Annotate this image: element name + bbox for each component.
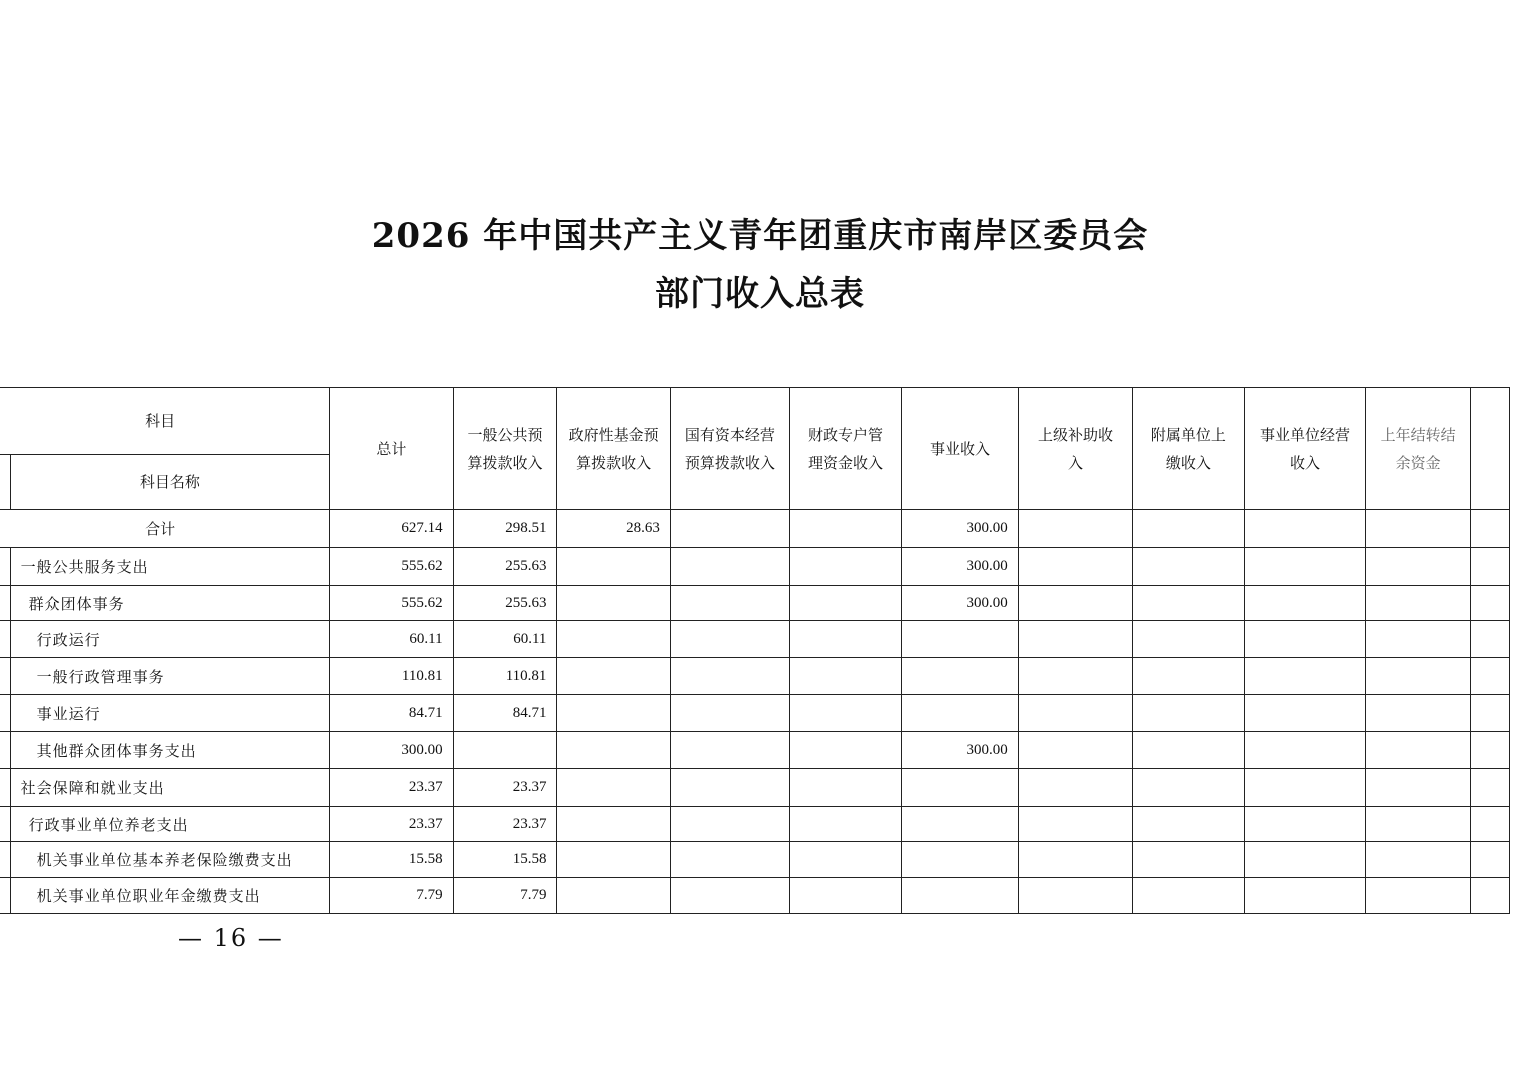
table-cell: 23.37 (330, 769, 453, 807)
table-cell (789, 548, 901, 586)
table-cell: 28.63 (557, 510, 670, 548)
table-cell: 60.11 (453, 621, 557, 658)
table-cell (557, 695, 670, 732)
table-cell (670, 695, 789, 732)
table-cell-cutoff (1470, 695, 1509, 732)
header-col-gov-fund: 政府性基金预算拨款收入 (557, 388, 670, 510)
table-cell (1366, 658, 1470, 695)
table-row (0, 548, 1510, 586)
subject-name-cell: 群众团体事务 (10, 586, 330, 621)
table-cell (1366, 769, 1470, 807)
subject-name-cell: 机关事业单位基本养老保险缴费支出 (10, 842, 330, 878)
header-subject-name: 科目名称 (10, 455, 330, 510)
table-row (0, 732, 1510, 769)
table-cell (557, 658, 670, 695)
table-cell (789, 658, 901, 695)
table-cell (1244, 658, 1366, 695)
table-cell-cutoff (1470, 510, 1509, 548)
table-cell (557, 878, 670, 914)
table-cell-cutoff (1470, 548, 1509, 586)
table-cell (1018, 658, 1132, 695)
subject-name-cell: 行政事业单位养老支出 (10, 807, 330, 842)
table-cell (1133, 586, 1244, 621)
table-cell: 110.81 (453, 658, 557, 695)
subject-code-cell (0, 732, 10, 769)
subject-name-cell: 社会保障和就业支出 (10, 769, 330, 807)
income-summary-table (0, 387, 1510, 914)
table-cell (789, 510, 901, 548)
header-col-business-income: 事业收入 (902, 388, 1019, 510)
table-cell (1244, 695, 1366, 732)
table-cell: 60.11 (330, 621, 453, 658)
table-cell (557, 621, 670, 658)
table-cell (1018, 510, 1132, 548)
table-cell (670, 769, 789, 807)
table-cell (453, 732, 557, 769)
table-cell: 110.81 (330, 658, 453, 695)
table-cell (670, 732, 789, 769)
table-cell: 23.37 (453, 769, 557, 807)
table-cell (1244, 878, 1366, 914)
subject-code-cell (0, 807, 10, 842)
table-cell: 23.37 (453, 807, 557, 842)
header-col-operating: 事业单位经营收入 (1244, 388, 1366, 510)
table-cell (789, 695, 901, 732)
total-label: 合计 (0, 510, 330, 548)
table-cell: 300.00 (902, 732, 1019, 769)
table-cell (1018, 842, 1132, 878)
subject-code-cell (0, 658, 10, 695)
page-title-line2: 部门收入总表 (655, 274, 865, 314)
table-cell (670, 548, 789, 586)
table-cell (557, 548, 670, 586)
page-title-line1: 2026 年中国共产主义青年团重庆市南岸区委员会 (371, 216, 1149, 256)
table-cell (1133, 878, 1244, 914)
table-cell (557, 732, 670, 769)
table-cell: 255.63 (453, 548, 557, 586)
table-cell (902, 695, 1019, 732)
table-cell (902, 842, 1019, 878)
table-cell (902, 807, 1019, 842)
total-row (0, 510, 1510, 548)
subject-code-cell (0, 695, 10, 732)
table-cell: 300.00 (902, 548, 1019, 586)
table-cell (1366, 842, 1470, 878)
table-cell (1133, 769, 1244, 807)
table-cell (789, 769, 901, 807)
table-cell: 300.00 (330, 732, 453, 769)
table-cell (789, 807, 901, 842)
table-cell-cutoff (1470, 878, 1509, 914)
table-cell (1018, 621, 1132, 658)
table-cell (789, 586, 901, 621)
header-subject-code (0, 455, 10, 510)
table-cell (670, 878, 789, 914)
table-cell (1244, 807, 1366, 842)
table-cell (1133, 658, 1244, 695)
subject-code-cell (0, 548, 10, 586)
table-cell (670, 842, 789, 878)
table-cell: 23.37 (330, 807, 453, 842)
table-cell: 84.71 (330, 695, 453, 732)
header-col-state-capital: 国有资本经营预算拨款收入 (670, 388, 789, 510)
subject-code-cell (0, 586, 10, 621)
table-cell: 84.71 (453, 695, 557, 732)
subject-code-cell (0, 878, 10, 914)
table-cell: 7.79 (330, 878, 453, 914)
table-cell (1366, 621, 1470, 658)
table-cell (902, 878, 1019, 914)
table-cell (557, 842, 670, 878)
table-cell (1366, 878, 1470, 914)
table-cell (1133, 695, 1244, 732)
table-row (0, 695, 1510, 732)
table-cell (670, 586, 789, 621)
table-cell: 555.62 (330, 548, 453, 586)
table-cell (1366, 586, 1470, 621)
table-cell-cutoff (1470, 842, 1509, 878)
table-cell (902, 621, 1019, 658)
table-cell (1244, 769, 1366, 807)
table-cell (902, 658, 1019, 695)
table-cell (1244, 586, 1366, 621)
subject-name-cell: 事业运行 (10, 695, 330, 732)
table-cell (670, 621, 789, 658)
header-col-cutoff (1470, 388, 1509, 510)
subject-code-cell (0, 842, 10, 878)
table-cell (670, 807, 789, 842)
table-cell (1133, 510, 1244, 548)
table-cell (789, 732, 901, 769)
table-cell (1366, 548, 1470, 586)
table-cell: 627.14 (330, 510, 453, 548)
table-cell: 300.00 (902, 510, 1019, 548)
table-cell (1133, 732, 1244, 769)
table-cell-cutoff (1470, 586, 1509, 621)
table-cell (557, 769, 670, 807)
subject-code-cell (0, 621, 10, 658)
table-cell: 255.63 (453, 586, 557, 621)
subject-code-cell (0, 769, 10, 807)
table-cell: 15.58 (453, 842, 557, 878)
table-cell (1244, 732, 1366, 769)
table-cell (1018, 807, 1132, 842)
table-body (0, 548, 1510, 914)
table-cell (789, 621, 901, 658)
table-cell: 298.51 (453, 510, 557, 548)
table-cell (1244, 621, 1366, 658)
table-cell (1366, 807, 1470, 842)
table-cell (1366, 695, 1470, 732)
table-cell (1018, 769, 1132, 807)
table-cell-cutoff (1470, 807, 1509, 842)
header-col-special-account: 财政专户管理资金收入 (789, 388, 901, 510)
header-col-superior-subsidy: 上级补助收入 (1018, 388, 1132, 510)
table-cell-cutoff (1470, 658, 1509, 695)
subject-name-cell: 一般公共服务支出 (10, 548, 330, 586)
table-cell (1018, 586, 1132, 621)
table-row (0, 807, 1510, 842)
page-number: — 16 — (178, 924, 284, 952)
table-cell (1366, 732, 1470, 769)
table-cell (1018, 732, 1132, 769)
header-col-total: 总计 (330, 388, 453, 510)
header-subject: 科目 (0, 388, 330, 455)
subject-name-cell: 机关事业单位职业年金缴费支出 (10, 878, 330, 914)
table-cell (670, 510, 789, 548)
table-cell (1366, 510, 1470, 548)
table-cell: 7.79 (453, 878, 557, 914)
table-cell (1133, 807, 1244, 842)
table-cell (789, 842, 901, 878)
table-cell-cutoff (1470, 621, 1509, 658)
table-row (0, 769, 1510, 807)
table-cell (1133, 548, 1244, 586)
table-row (0, 658, 1510, 695)
table-cell (557, 807, 670, 842)
table-cell (1244, 548, 1366, 586)
subject-name-cell: 其他群众团体事务支出 (10, 732, 330, 769)
table-cell (902, 769, 1019, 807)
table-cell (1018, 548, 1132, 586)
table-cell-cutoff (1470, 732, 1509, 769)
table-cell (1018, 695, 1132, 732)
table-cell (670, 658, 789, 695)
table-row (0, 586, 1510, 621)
table-cell (557, 586, 670, 621)
table-cell: 555.62 (330, 586, 453, 621)
table-row (0, 621, 1510, 658)
table-row (0, 842, 1510, 878)
table-cell (1244, 842, 1366, 878)
header-col-carryover: 上年结转结余资金 (1366, 388, 1470, 510)
table-cell (1133, 621, 1244, 658)
header-row-1 (0, 388, 1510, 455)
table-cell: 15.58 (330, 842, 453, 878)
header-col-general-budget: 一般公共预算拨款收入 (453, 388, 557, 510)
subject-name-cell: 一般行政管理事务 (10, 658, 330, 695)
table-row (0, 878, 1510, 914)
table-cell (789, 878, 901, 914)
subject-name-cell: 行政运行 (10, 621, 330, 658)
table-cell: 300.00 (902, 586, 1019, 621)
table-cell (1244, 510, 1366, 548)
table-cell (1133, 842, 1244, 878)
header-col-affiliated: 附属单位上缴收入 (1133, 388, 1244, 510)
table-cell (1018, 878, 1132, 914)
table-cell-cutoff (1470, 769, 1509, 807)
